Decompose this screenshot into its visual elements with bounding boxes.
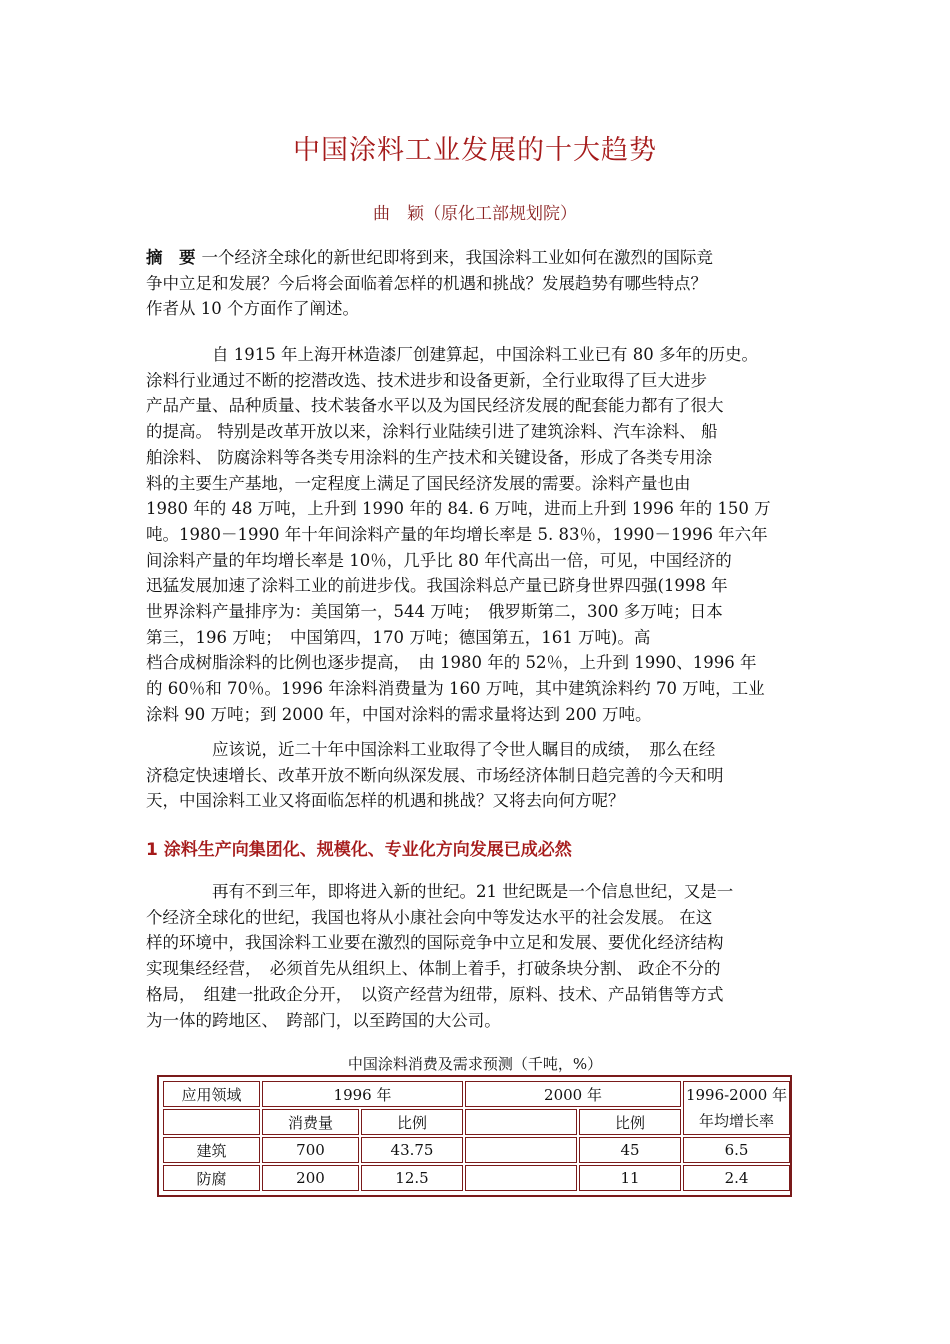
paragraph-line: 实现集经经营， 必须首先从组织上、体制上着手，打破条块分割、 政企不分的	[146, 959, 721, 979]
table-cell: 2.4	[683, 1165, 790, 1191]
table-cell: 防腐	[163, 1165, 260, 1191]
paragraph-line: 吨。1980－1990 年十年间涂料产量的年均增长率是 5. 83％，1990－1996 年六年	[146, 524, 768, 544]
header-cell: 1996-2000 年年均增长率	[683, 1081, 790, 1135]
header-cell	[163, 1109, 260, 1135]
paragraph-line: 天，中国涂料工业又将面临怎样的机遇和挑战？又将去向何方呢？	[146, 791, 625, 811]
paragraph-line: 1980 年的 48 万吨，上升到 1990 年的 84. 6 万吨，进而上升到 1996 年的 150 万	[146, 499, 771, 519]
header-cell: 比例	[361, 1109, 463, 1135]
table-cell: 12.5	[361, 1165, 463, 1191]
paragraph-line: 济稳定快速增长、改革开放不断向纵深发展、市场经济体制日趋完善的今天和明	[146, 765, 724, 785]
section-heading: 1 涂料生产向集团化、规模化、专业化方向发展已成必然	[146, 840, 572, 860]
paragraph-line: 再有不到三年，即将进入新的世纪。21 世纪既是一个信息世纪，又是一	[212, 882, 734, 901]
paragraph-line: 第三，196 万吨； 中国第四，170 万吨；德国第五，161 万吨)。高	[146, 627, 651, 647]
paragraph-line: 涂料 90 万吨；到 2000 年，中国对涂料的需求量将达到 200 万吨。	[146, 704, 652, 724]
table-cell: 6.5	[683, 1137, 790, 1163]
table-cell: 45	[579, 1137, 681, 1163]
page-title: 中国涂料工业发展的十大趋势	[293, 135, 657, 166]
header-cell: 2000 年	[465, 1081, 681, 1107]
table-row	[163, 1165, 790, 1191]
paragraph-line: 格局， 组建一批政企分开， 以资产经营为纽带，原料、技术、产品销售等方式	[146, 984, 724, 1004]
paragraph-line: 间涂料产量的年均增长率是 10％，几乎比 80 年代高出一倍，可见，中国经济的	[146, 550, 732, 570]
table-cell: 700	[262, 1137, 359, 1163]
author-line: 曲 颖（原化工部规划院）	[373, 204, 577, 224]
header-cell: 1996 年	[262, 1081, 463, 1107]
header-cell: 应用领域	[163, 1081, 260, 1107]
paragraph-history	[146, 342, 810, 728]
paragraph-line: 舶涂料、 防腐涂料等各类专用涂料的生产技术和关键设备，形成了各类专用涂	[146, 447, 713, 467]
paragraph-line: 个经济全球化的世纪，我国也将从小康社会向中等发达水平的社会发展。 在这	[146, 907, 713, 927]
paragraph-line: 应该说，近二十年中国涂料工业取得了令世人瞩目的成绩， 那么在经	[212, 740, 716, 759]
paragraph-line: 料的主要生产基地，一定程度上满足了国民经济发展的需要。涂料产量也由	[146, 473, 691, 493]
paragraph-line: 自 1915 年上海开林造漆厂创建算起，中国涂料工业已有 80 多年的历史。	[212, 345, 758, 364]
paragraph-outlook	[146, 737, 810, 814]
paragraph-line: 的提高。 特别是改革开放以来，涂料行业陆续引进了建筑涂料、汽车涂料、 船	[146, 422, 718, 442]
header-cell: 消费量	[262, 1109, 359, 1135]
paragraph-line: 为一体的跨地区、 跨部门，以至跨国的大公司。	[146, 1010, 501, 1030]
table-header-row	[163, 1081, 790, 1107]
abstract-line: 作者从 10 个方面作了阐述。	[146, 299, 359, 319]
paragraph-line: 样的环境中，我国涂料工业要在激烈的国际竞争中立足和发展、要优化经济结构	[146, 933, 724, 953]
paragraph-section1	[146, 879, 810, 1033]
table-row	[163, 1137, 790, 1163]
data-table	[157, 1075, 792, 1197]
table-cell: 43.75	[361, 1137, 463, 1163]
paragraph-line: 档合成树脂涂料的比例也逐步提高， 由 1980 年的 52％，上升到 1990、1996 年	[146, 653, 757, 673]
table-caption: 中国涂料消费及需求预测（千吨，%）	[347, 1055, 603, 1073]
table-cell	[465, 1165, 577, 1191]
table-cell	[465, 1137, 577, 1163]
header-cell	[465, 1109, 577, 1135]
abstract-line: 争中立足和发展？今后将会面临着怎样的机遇和挑战？发展趋势有哪些特点？	[146, 273, 707, 293]
paragraph-line: 的 60％和 70％。1996 年涂料消费量为 160 万吨，其中建筑涂料约 70 万吨，工业	[146, 679, 765, 699]
paragraph-line: 涂料行业通过不断的挖潜改选、技术进步和设备更新，全行业取得了巨大进步	[146, 370, 707, 390]
abstract-line: 一个经济全球化的新世纪即将到来，我国涂料工业如何在激烈的国际竞	[201, 248, 713, 267]
header-cell: 比例	[579, 1109, 681, 1135]
abstract	[146, 245, 810, 322]
table-cell: 11	[579, 1165, 681, 1191]
abstract-label: 摘 要	[146, 248, 196, 267]
paragraph-line: 产品产量、品种质量、技术装备水平以及为国民经济发展的配套能力都有了很大	[146, 396, 724, 416]
table-cell: 200	[262, 1165, 359, 1191]
table-cell: 建筑	[163, 1137, 260, 1163]
paragraph-line: 世界涂料产量排序为：美国第一，544 万吨； 俄罗斯第二，300 多万吨；日本	[146, 602, 723, 622]
paragraph-line: 迅猛发展加速了涂料工业的前进步伐。我国涂料总产量已跻身世界四强(1998 年	[146, 576, 728, 596]
